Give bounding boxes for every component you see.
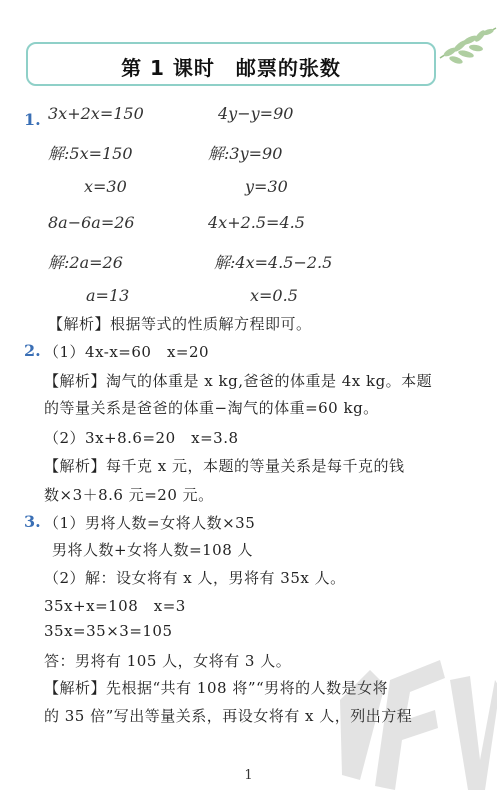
title-box: [26, 42, 436, 86]
question-1-number: 1.: [24, 110, 41, 129]
leaf-decoration-icon: [430, 18, 497, 90]
q1-left-line-4: 8a−6a=26: [48, 213, 135, 232]
q3-line-1: （1）男将人数=女将人数×35: [44, 514, 256, 532]
q3-line-7: 【解析】先根据“共有 108 将”“男将的人数是女将: [44, 679, 389, 697]
q3-line-4: 35x+x=108 x=3: [44, 597, 186, 615]
q1-left-line-5: 解:2a=26: [48, 253, 123, 272]
q2-analysis-2-line-1: 【解析】每千克 x 元，本题的等量关系是每千克的钱: [44, 457, 405, 475]
page-number: 1: [244, 768, 253, 783]
question-3-number: 3.: [24, 512, 41, 531]
q1-left-line-6: a=13: [86, 286, 130, 305]
q3-line-2: 男将人数+女将人数=108 人: [52, 541, 254, 559]
q1-right-line-2: 解:3y=90: [208, 144, 283, 163]
q1-left-line-3: x=30: [84, 177, 127, 196]
page-title: 第 1 课时 邮票的张数: [121, 56, 341, 80]
q1-right-line-6: x=0.5: [250, 286, 298, 305]
q2-analysis-2-line-2: 数×3＋8.6 元=20 元。: [44, 486, 214, 504]
q1-right-line-5: 解:4x=4.5−2.5: [214, 253, 333, 272]
q1-left-line-1: 3x+2x=150: [48, 104, 144, 123]
q2-part-1: （1）4x-x=60 x=20: [44, 343, 210, 361]
question-2-number: 2.: [24, 341, 41, 360]
q2-part-2: （2）3x+8.6=20 x=3.8: [44, 429, 239, 447]
q3-line-5: 35x=35×3=105: [44, 622, 173, 640]
q1-right-line-4: 4x+2.5=4.5: [208, 213, 305, 232]
q1-right-line-1: 4y−y=90: [218, 104, 294, 123]
q2-analysis-1-line-2: 的等量关系是爸爸的体重−淘气的体重=60 kg。: [44, 399, 379, 417]
q2-analysis-1-line-1: 【解析】淘气的体重是 x kg,爸爸的体重是 4x kg。本题: [44, 372, 433, 390]
q3-line-3: （2）解：设女将有 x 人，男将有 35x 人。: [44, 569, 346, 587]
q1-left-line-2: 解:5x=150: [48, 144, 133, 163]
q3-line-6: 答：男将有 105 人，女将有 3 人。: [44, 652, 292, 670]
q1-analysis: 【解析】根据等式的性质解方程即可。: [48, 315, 312, 333]
q3-line-8: 的 35 倍”写出等量关系，再设女将有 x 人，列出方程: [44, 707, 413, 725]
q1-right-line-3: y=30: [245, 177, 288, 196]
